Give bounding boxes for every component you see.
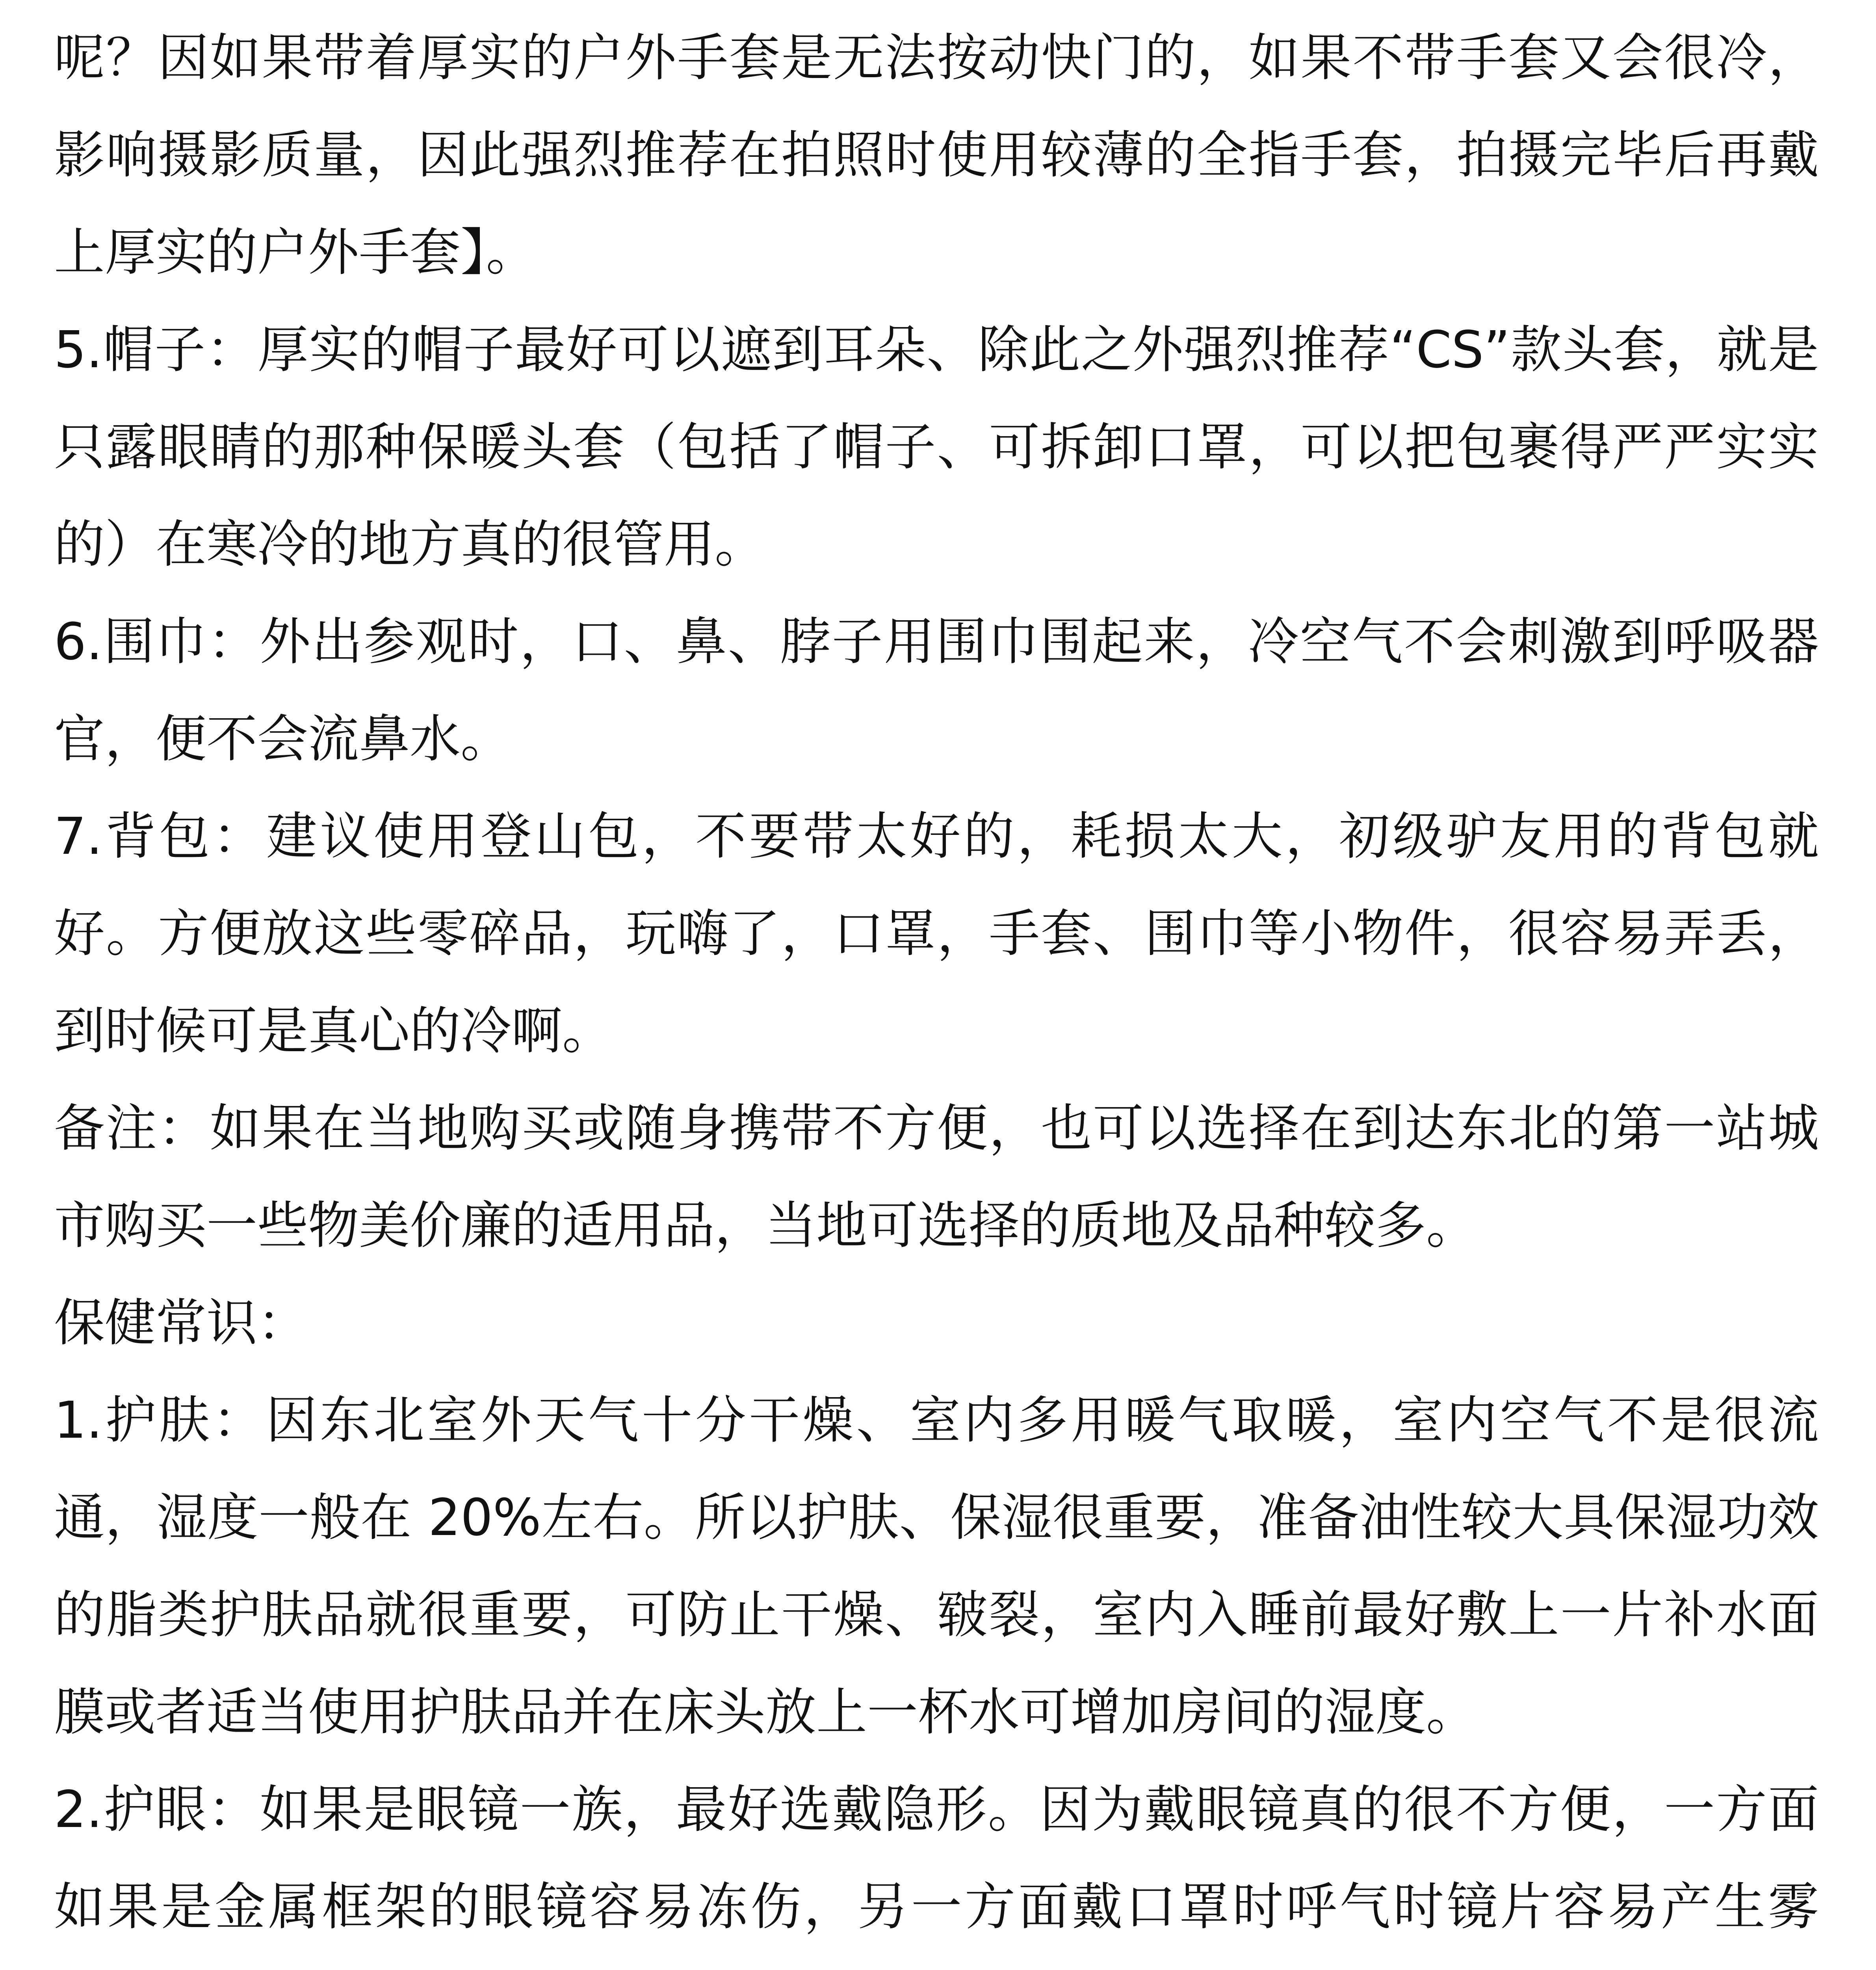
section-heading-health-tips: 保健常识： <box>54 1294 308 1353</box>
paragraph-scarf: 6.围巾：外出参观时，口、鼻、脖子用围巾围起来，冷空气不会刺激到呼吸器官，便不会流鼻水。 <box>54 612 1819 769</box>
paragraph-skin-care: 1.护肤：因东北室外天气十分干燥、室内多用暖气取暖，室内空气不是很流通，湿度一般在 20%左右。所以护肤、保湿很重要，准备油性较大具保湿功效的脂类护肤品就很重要，可防止干燥、皲裂，室内入睡前最好敷上一片补水面膜或者适当使用护肤品并在床头放上一杯水可增加房间的湿度。 <box>54 1391 1819 1742</box>
paragraph-gloves-continued: 呢？因如果带着厚实的户外手套是无法按动快门的，如果不带手套又会很冷，影响摄影质量，因此强烈推荐在拍照时使用较薄的全指手套，拍摄完毕后再戴上厚实的户外手套】。 <box>54 28 1819 282</box>
document-body <box>54 9 1819 1970</box>
paragraph-note: 备注：如果在当地购买或随身携带不方便，也可以选择在到达东北的第一站城市购买一些物美价廉的适用品，当地可选择的质地及品种较多。 <box>54 1099 1819 1255</box>
paragraph-backpack: 7.背包：建议使用登山包，不要带太好的，耗损太大，初级驴友用的背包就好。方便放这些零碎品，玩嗨了，口罩，手套、围巾等小物件，很容易弄丢，到时候可是真心的冷啊。 <box>54 807 1819 1061</box>
paragraph-hat: 5.帽子：厚实的帽子最好可以遮到耳朵、除此之外强烈推荐“CS”款头套，就是只露眼睛的那种保暖头套（包括了帽子、可拆卸口罩，可以把包裹得严严实实的）在寒冷的地方真的很管用。 <box>54 320 1819 574</box>
paragraph-eye-care: 2.护眼：如果是眼镜一族，最好选戴隐形。因为戴眼镜真的很不方便，一方面如果是金属框架的眼镜容易冻伤，另一方面戴口罩时呼气时镜片容易产生雾 <box>54 1780 1819 1937</box>
